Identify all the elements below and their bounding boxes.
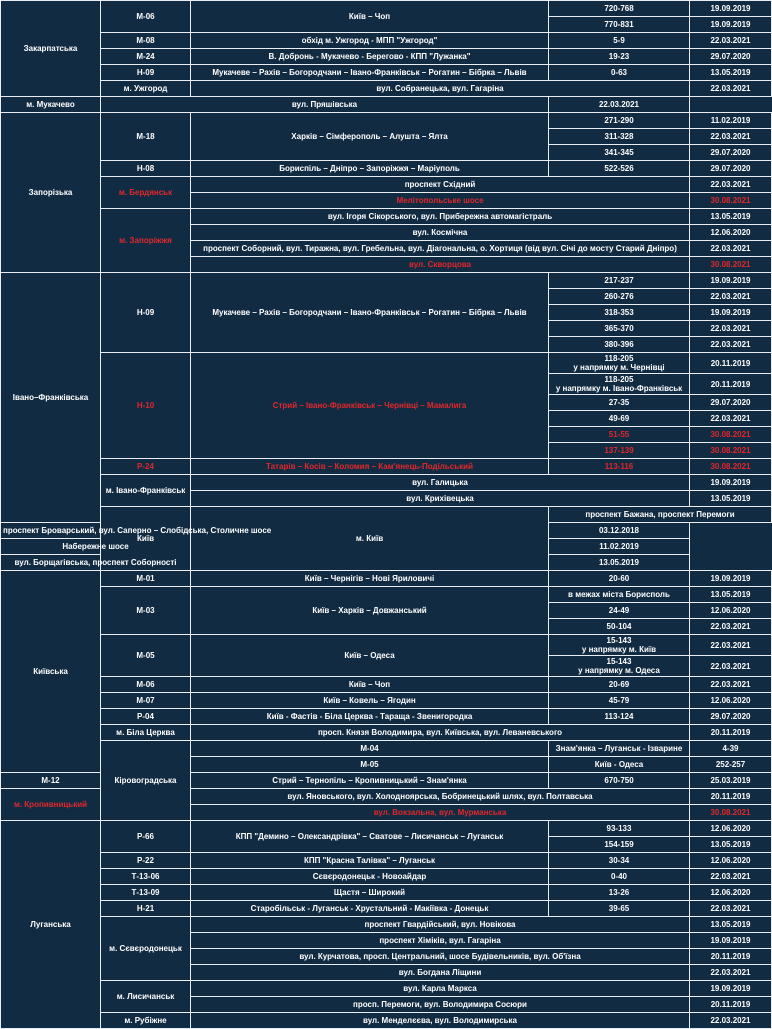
table-cell: Бориспіль – Дніпро – Запоріжжя – Маріуполь (191, 161, 549, 177)
table-cell: 13.05.2019 (690, 65, 772, 81)
table-cell: 20.11.2019 (690, 374, 772, 395)
table-cell: 13.05.2019 (549, 555, 690, 571)
table-cell: 19.09.2019 (690, 305, 772, 321)
table-row (1, 741, 772, 757)
table-row (1, 571, 772, 587)
table-cell: 20.11.2019 (690, 725, 772, 741)
table-cell: Сєвєродонецьк - Новоайдар (191, 869, 549, 885)
table-cell: 670-750 (549, 773, 690, 789)
table-cell: проспект Соборний, вул. Тиражна, вул. Гребельна, вул. Діагональна, о. Хортиця (від вул. Січі до мосту Старий Дніпро) (191, 241, 690, 257)
table-cell: Р-24 (101, 459, 191, 475)
table-cell: 22.03.2021 (690, 619, 772, 635)
table-cell: 22.03.2021 (690, 289, 772, 305)
table-cell: 0-63 (549, 65, 690, 81)
table-cell: просп. Князя Володимира, вул. Київська, вул. Леваневського (191, 725, 690, 741)
table-cell: вул. Вокзальна, вул. Мурманська (191, 805, 690, 821)
table-cell: Н-09 (101, 273, 191, 353)
table-cell: 30.08.2021 (690, 427, 772, 443)
table-cell: 29.07.2020 (690, 395, 772, 411)
table-row (1, 113, 772, 129)
table-cell: 93-133 (549, 821, 690, 837)
table-cell: 522-526 (549, 161, 690, 177)
table-cell: Р-22 (101, 853, 191, 869)
table-cell: вул. Курчатова, просп. Центральний, шосе Будівельників, вул. Об'їзна (191, 949, 690, 965)
table-cell: 15-143 у напрямку м. Київ (549, 635, 690, 656)
table-row (1, 981, 772, 997)
table-cell: 29.07.2020 (690, 709, 772, 725)
table-cell: М-18 (101, 113, 191, 161)
table-cell: Київ – Ковель – Ягодин (191, 693, 549, 709)
table-cell: М-06 (101, 677, 191, 693)
table-cell: Київ – Харків – Довжанський (191, 587, 549, 635)
table-cell: 19.09.2019 (690, 17, 772, 33)
table-row (1, 177, 772, 193)
table-cell: 4-39 (690, 741, 772, 757)
table-cell: 29.07.2020 (690, 161, 772, 177)
table-cell: 271-290 (549, 113, 690, 129)
table-cell: 19.09.2019 (690, 1, 772, 17)
table-row (1, 821, 772, 837)
table-cell: 22.03.2021 (690, 965, 772, 981)
table-row (1, 709, 772, 725)
table-cell: 22.03.2021 (690, 411, 772, 427)
table-cell: м. Бердянськ (101, 177, 191, 209)
table-cell: вул. Крихівецька (191, 491, 690, 507)
table-cell: 13.05.2019 (690, 837, 772, 853)
table-cell: 22.03.2021 (690, 635, 772, 656)
table-cell: вул. Яновського, вул. Холодноярська, Бобринецький шлях, вул. Полтавська (191, 789, 690, 805)
table-cell: 13.05.2019 (690, 209, 772, 225)
table-row (1, 353, 772, 374)
table-cell: Стрий – Івано-Франківськ – Чернівці – Мамалига (191, 353, 549, 459)
table-cell: вул. Менделєєва, вул. Володимирська (191, 1013, 690, 1029)
table-cell: 13-26 (549, 885, 690, 901)
table-cell: М-03 (101, 587, 191, 635)
table-cell: Старобільськ - Луганськ - Хрустальний - Макіївка - Донецьк (191, 901, 549, 917)
table-cell: м. Запоріжжя (101, 209, 191, 273)
table-cell: м. Ужгород (101, 81, 191, 97)
table-cell: Закарпатська (1, 1, 101, 97)
table-cell: М-12 (1, 773, 101, 789)
table-cell: м. Мукачево (1, 97, 101, 113)
table-row (1, 917, 772, 933)
table-cell: 5-9 (549, 33, 690, 49)
table-cell: 49-69 (549, 411, 690, 427)
table-cell: 22.03.2021 (690, 869, 772, 885)
table-cell: 22.03.2021 (690, 321, 772, 337)
table-cell: 19-23 (549, 49, 690, 65)
table-cell: Кіровоградська (101, 741, 191, 821)
table-cell: 11.02.2019 (549, 539, 690, 555)
table-cell: Щастя – Широкий (191, 885, 549, 901)
table-row (1, 49, 772, 65)
table-cell: Київ - Фастів - Біла Церква - Тараща - Звенигородка (191, 709, 549, 725)
table-row (1, 475, 772, 491)
table-cell: Мелітопольське шосе (191, 193, 690, 209)
table-cell: 341-345 (549, 145, 690, 161)
table-row (1, 587, 772, 603)
table-cell: 03.12.2018 (549, 523, 690, 539)
table-cell: 22.03.2021 (690, 1013, 772, 1029)
table-cell: 30.08.2021 (690, 443, 772, 459)
table-cell: 25.03.2019 (690, 773, 772, 789)
table-cell: вул. Скворцова (191, 257, 690, 273)
table-cell: 12.06.2020 (690, 821, 772, 837)
table-row (1, 273, 772, 289)
table-cell: Івано–Франківська (1, 273, 101, 523)
table-cell: 29.07.2020 (690, 49, 772, 65)
table-cell: Київ – Чоп (191, 1, 549, 33)
table-cell: 19.09.2019 (690, 933, 772, 949)
table-cell: проспект Східний (191, 177, 690, 193)
table-cell: вул. Галицька (191, 475, 690, 491)
table-cell: 770-831 (549, 17, 690, 33)
table-cell: 19.09.2019 (690, 981, 772, 997)
table-cell: вул. Космічна (191, 225, 690, 241)
table-cell: Київ – Чернігів – Нові Яриловичі (191, 571, 549, 587)
table-cell: проспект Гвардійський, вул. Новікова (191, 917, 690, 933)
table-cell: 13.05.2019 (690, 491, 772, 507)
table-row (1, 693, 772, 709)
table-cell: Н-09 (101, 65, 191, 81)
table-cell: Р-66 (101, 821, 191, 853)
table-cell: Київська (1, 571, 101, 773)
table-cell: 22.03.2021 (690, 337, 772, 353)
table-cell: 0-40 (549, 869, 690, 885)
table-cell: Луганська (1, 821, 101, 1029)
table-cell: 154-159 (549, 837, 690, 853)
table-row (1, 901, 772, 917)
table-cell: 113-116 (549, 459, 690, 475)
table-cell: проспект Бажана, проспект Перемоги (549, 507, 772, 523)
table-cell: КПП "Демино – Олександрівка" – Сватове – Лисичанськ – Луганськ (191, 821, 549, 853)
table-cell: Р-04 (101, 709, 191, 725)
table-cell: М-05 (191, 757, 549, 773)
table-cell: м. Сєвєродонецьк (101, 917, 191, 981)
table-cell: 113-124 (549, 709, 690, 725)
table-row (1, 97, 772, 113)
table-cell: 30-34 (549, 853, 690, 869)
table-cell: Татарів – Косів – Коломия – Кам'янець-Подільський (191, 459, 549, 475)
table-cell: вул. Пряшівська (101, 97, 549, 113)
table-cell: 13.05.2019 (690, 587, 772, 603)
table-cell: Набережне шосе (1, 539, 191, 555)
table-row (1, 635, 772, 656)
table-cell: 22.03.2021 (690, 656, 772, 677)
table-cell: М-01 (101, 571, 191, 587)
table-cell: 19.09.2019 (690, 475, 772, 491)
table-cell: М-06 (101, 1, 191, 33)
table-cell: Мукачеве – Рахів – Богородчани – Івано-Франківськ – Рогатин – Бібрка – Львів (191, 65, 549, 81)
table-cell: М-04 (191, 741, 549, 757)
table-row (1, 209, 772, 225)
table-cell: 27-35 (549, 395, 690, 411)
table-cell: Н-08 (101, 161, 191, 177)
table-cell: 720-768 (549, 1, 690, 17)
table-cell: 318-353 (549, 305, 690, 321)
table-cell: 22.03.2021 (690, 81, 772, 97)
table-cell: 50-104 (549, 619, 690, 635)
table-row (1, 725, 772, 741)
table-cell: 24-49 (549, 603, 690, 619)
table-row (1, 677, 772, 693)
table-cell: 30.08.2021 (690, 193, 772, 209)
table-cell: М-07 (101, 693, 191, 709)
table-cell: м. Лисичанськ (101, 981, 191, 1013)
table-cell: м. Київ (191, 507, 549, 571)
table-cell: м. Біла Церква (101, 725, 191, 741)
table-cell: 252-257 (690, 757, 772, 773)
table-cell: 22.03.2021 (690, 33, 772, 49)
table-cell: Т-13-06 (101, 869, 191, 885)
table-cell: В. Добронь - Мукачево - Берегово - КПП "Лужанка" (191, 49, 549, 65)
table-cell: 20-69 (549, 677, 690, 693)
table-cell: 22.03.2021 (690, 241, 772, 257)
table-cell: 20.11.2019 (690, 353, 772, 374)
table-row (1, 1, 772, 17)
table-cell: м. Рубіжне (101, 1013, 191, 1029)
table-cell: 12.06.2020 (690, 603, 772, 619)
table-cell: 22.03.2021 (690, 129, 772, 145)
table-cell: вул. Борщагівська, проспект Соборності (1, 555, 191, 571)
table-cell: 380-396 (549, 337, 690, 353)
table-cell: 20.11.2019 (690, 789, 772, 805)
table-cell: Київ (101, 507, 191, 571)
table-cell: 137-139 (549, 443, 690, 459)
table-cell: обхід м. Ужгород - МПП "Ужгород" (191, 33, 549, 49)
table-row (1, 885, 772, 901)
table-cell: вул. Карла Маркса (191, 981, 690, 997)
table-cell: 118-205 у напрямку м. Чернівці (549, 353, 690, 374)
table-cell: 15-143 у напрямку м. Одеса (549, 656, 690, 677)
table-cell: 217-237 (549, 273, 690, 289)
table-row (1, 33, 772, 49)
table-cell: 118-205 у напрямку м. Івано-Франківськ (549, 374, 690, 395)
table-cell: 19.09.2019 (690, 273, 772, 289)
table-row (1, 869, 772, 885)
table-cell: 29.07.2020 (690, 145, 772, 161)
table-cell: 30.08.2021 (690, 459, 772, 475)
table-cell: в межах міста Борисполь (549, 587, 690, 603)
table-cell: 51-55 (549, 427, 690, 443)
table-cell: 12.06.2020 (690, 225, 772, 241)
table-cell: Харків – Сімферополь – Алушта – Ялта (191, 113, 549, 161)
table-cell: Київ – Чоп (191, 677, 549, 693)
table-cell: 22.03.2021 (690, 901, 772, 917)
table-cell: М-05 (101, 635, 191, 677)
table-cell: 311-328 (549, 129, 690, 145)
table-cell: 20.11.2019 (690, 949, 772, 965)
table-cell: 365-370 (549, 321, 690, 337)
table-cell: просп. Перемоги, вул. Володимира Сосюри (191, 997, 690, 1013)
table-cell: Київ - Одеса (549, 757, 690, 773)
table-cell: Знам'янка – Луганськ - Ізварине (549, 741, 690, 757)
table-cell: 45-79 (549, 693, 690, 709)
table-row (1, 459, 772, 475)
table-cell: вул. Богдана Ліщини (191, 965, 690, 981)
table-cell: Н-10 (101, 353, 191, 459)
table-cell: проспект Броварський, вул. Саперно – Слобідська, Столичне шосе (1, 523, 191, 539)
table-cell: Н-21 (101, 901, 191, 917)
table-cell: м. Кропивницький (1, 789, 101, 821)
table-cell: 12.06.2020 (690, 885, 772, 901)
table-cell: 260-276 (549, 289, 690, 305)
table-cell: Мукачеве – Рахів – Богородчани – Івано-Франківськ – Рогатин – Бібрка – Львів (191, 273, 549, 353)
table-cell: 30.08.2021 (690, 257, 772, 273)
table-cell: М-24 (101, 49, 191, 65)
table-cell: Т-13-09 (101, 885, 191, 901)
table-cell: м. Івано-Франківськ (101, 475, 191, 507)
table-cell: 30.08.2021 (690, 805, 772, 821)
table-cell: 22.03.2021 (549, 97, 690, 113)
table-cell: 19.09.2019 (690, 571, 772, 587)
table-row (1, 161, 772, 177)
table-cell: вул. Ігоря Сікорського, вул. Прибережна автомагістраль (191, 209, 690, 225)
table-cell: вул. Собранецька, вул. Гагаріна (191, 81, 690, 97)
table-cell: 39-65 (549, 901, 690, 917)
table-cell: проспект Хіміків, вул. Гагаріна (191, 933, 690, 949)
table-cell: 13.05.2019 (690, 917, 772, 933)
table-body (1, 1, 772, 1029)
table-cell: 22.03.2021 (690, 677, 772, 693)
table-cell: Запорізька (1, 113, 101, 273)
table-cell: М-08 (101, 33, 191, 49)
table-cell: 20-60 (549, 571, 690, 587)
table-cell: Київ – Одеса (191, 635, 549, 677)
table-cell: 11.02.2019 (690, 113, 772, 129)
table-row (1, 1013, 772, 1029)
table-cell: 12.06.2020 (690, 693, 772, 709)
table-row (1, 81, 772, 97)
table-cell: 22.03.2021 (690, 177, 772, 193)
table-row (1, 853, 772, 869)
table-row (1, 507, 772, 523)
table-cell: 12.06.2020 (690, 853, 772, 869)
table-cell: 20.11.2019 (690, 997, 772, 1013)
table-row (1, 65, 772, 81)
table-cell: КПП "Красна Талівка" – Луганськ (191, 853, 549, 869)
table-cell: Стрий – Тернопіль – Кропивницький – Знам'янка (191, 773, 549, 789)
